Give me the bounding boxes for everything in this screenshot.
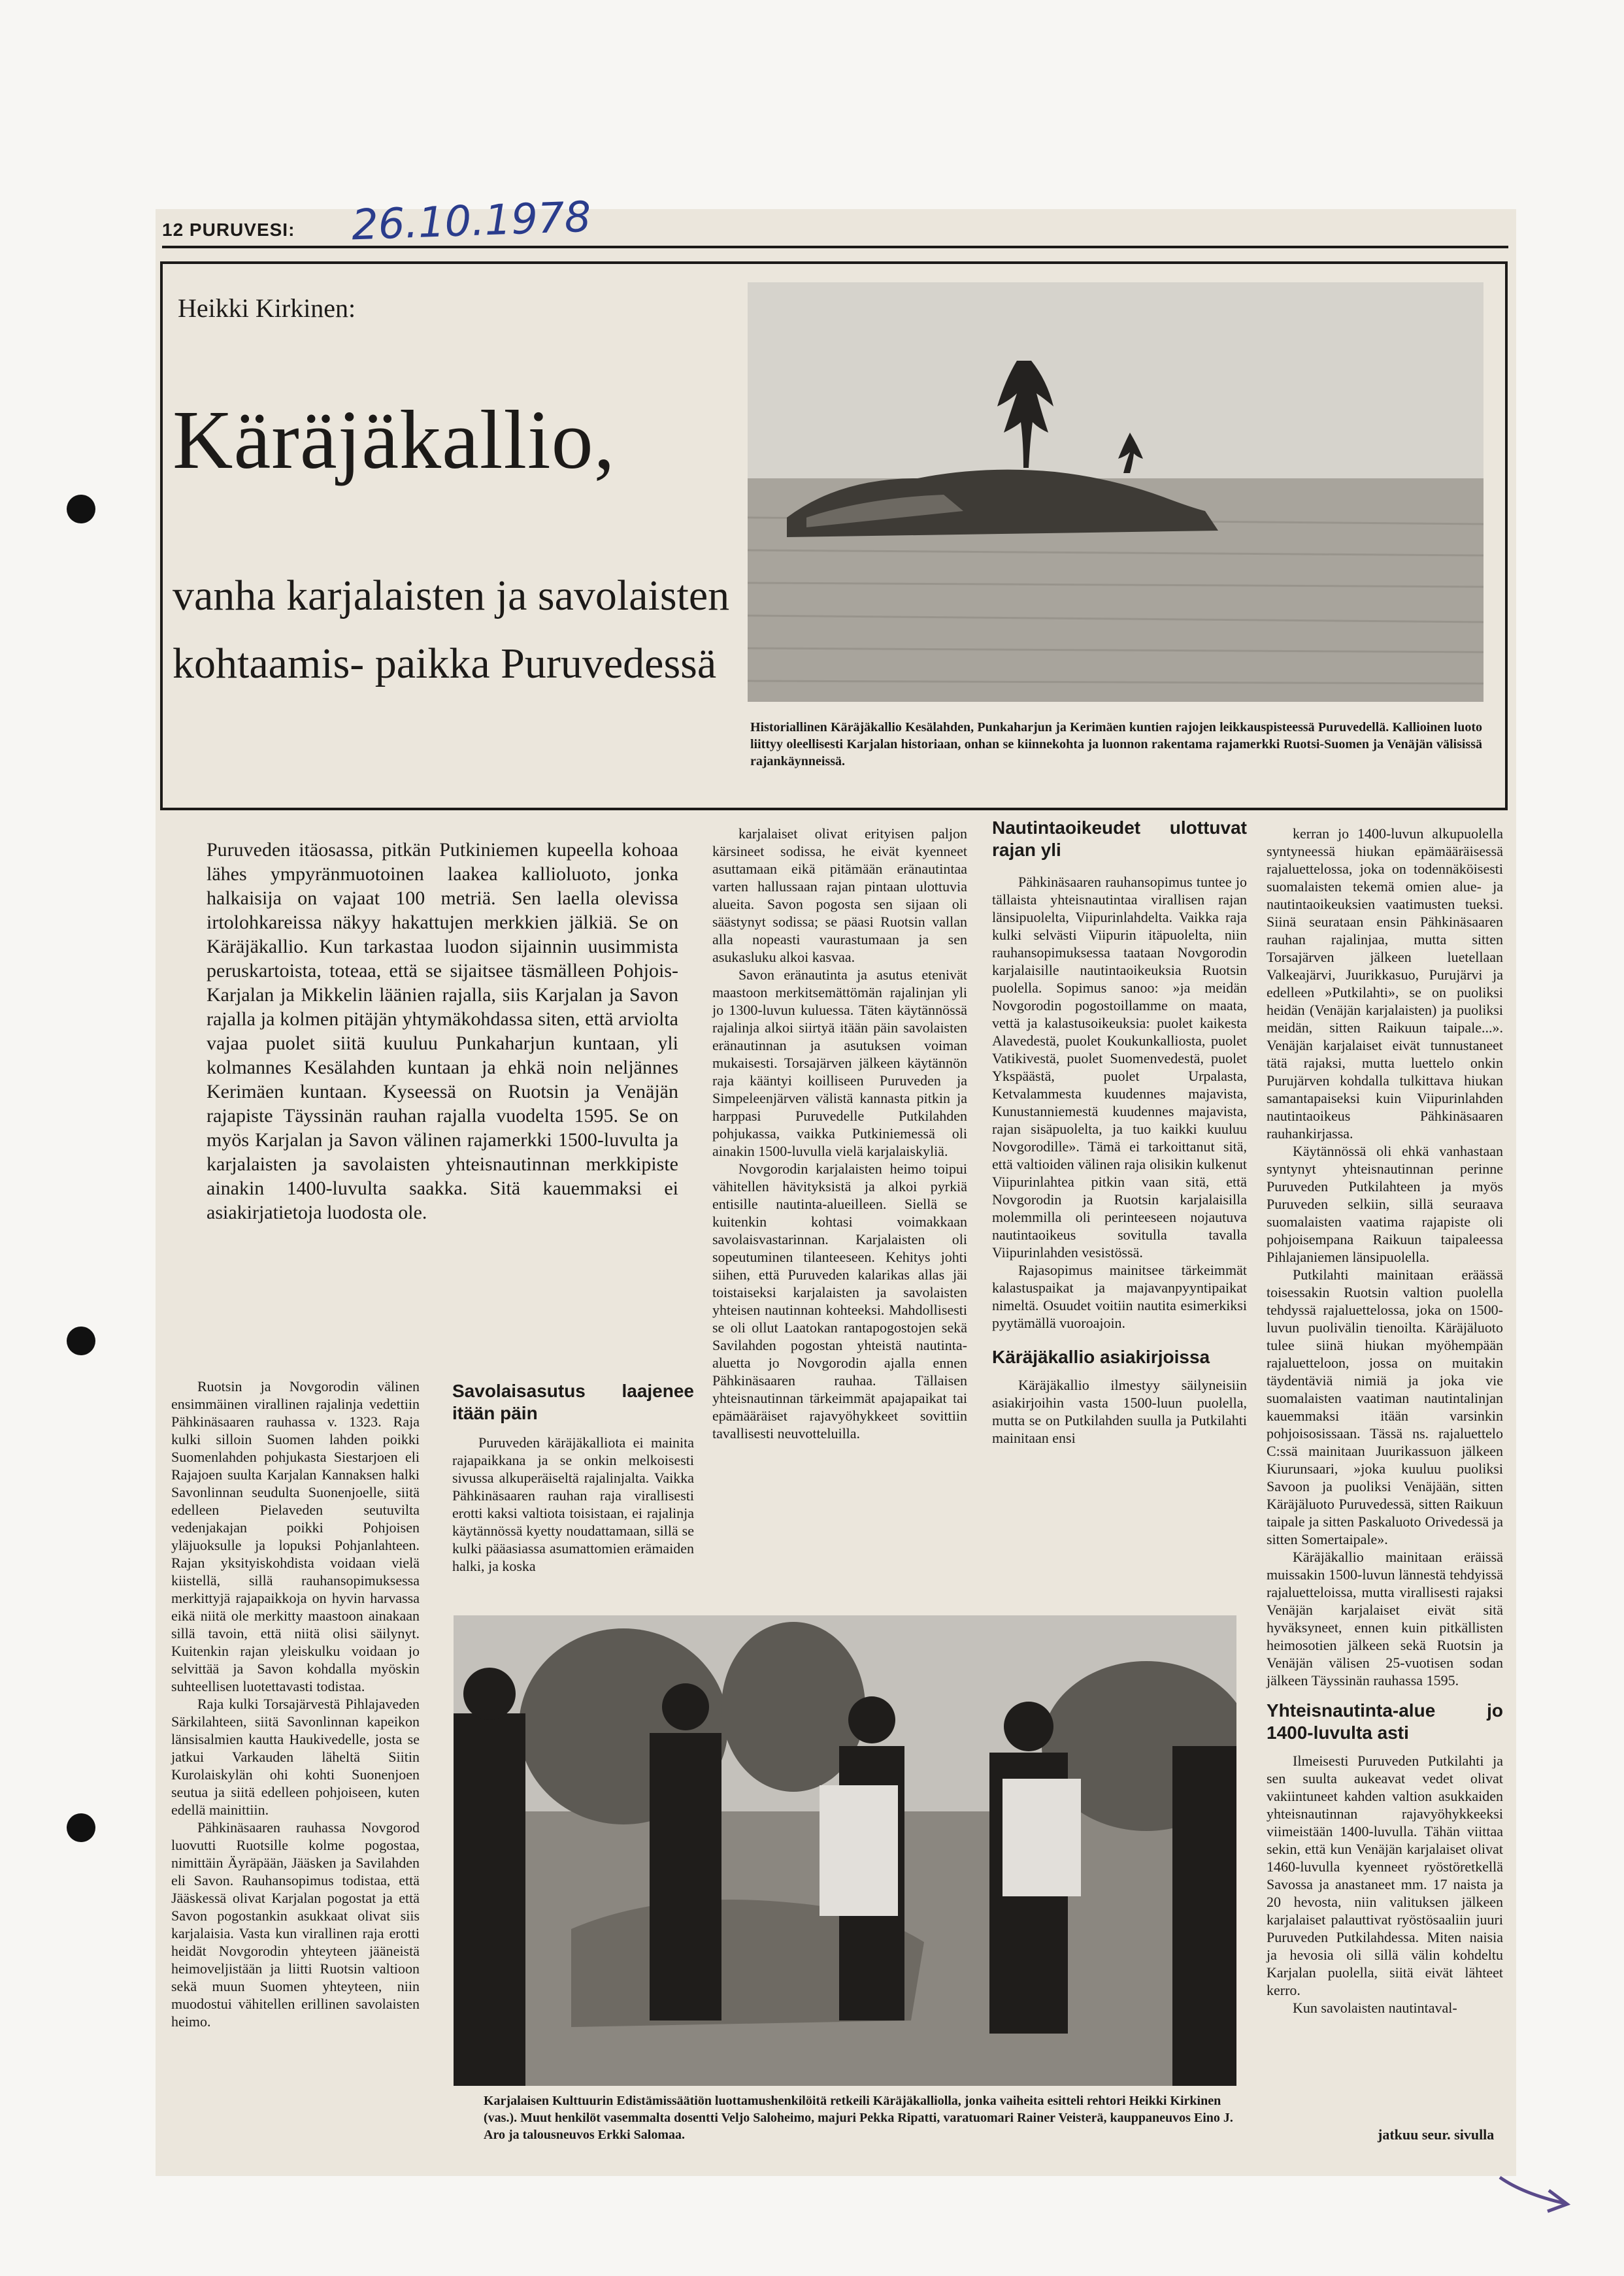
col3-paragraph: karjalaiset olivat erityisen paljon kärsineet sodissa, he eivät kyenneet asuttamaan eikä pitämään eränautintaa varten hallussaan rajan pintaan ulottuvia alueita. Savon pogosta sen sijaan oli säästynyt sodissa; se päasi Ruotsin vallan alla nopeasti vaurastumaan ja sen asukasluku alkoi kasvaa. — [712, 825, 967, 965]
group-photo — [454, 1615, 1236, 2086]
col5-paragraph: Putkilahti mainitaan eräässä toisessakin Ruotsin valtion puolella tehdyssä rajaluettelossa, joka on 1500-luvun puolivälin tienoilta. Käräjäluoto tulee siinä hiukan myöhempään rajaluetteloon, jossa on muitakin täydentäviä nimiä ja joka vie suomalaisten vaatiman nautintalinjan kauemmaksi itään varsinkin pohjoisosissaan. Tässä ns. rajaluettelo C:ssä mainitaan Juurikassuon jälkeen Kiurunsaari, »joka kuuluu puoliksi Savoon ja puoliksi Venäjään, sitten Käräjäluoto Puruvedessä, sitten Raikuun taipale ja sitten Paskaluoto Orivedessä ja sitten Somertaipale». — [1267, 1266, 1503, 1547]
headline-title: Käräjäkallio, — [173, 393, 616, 486]
subheading-savolaisasutus: Savolaisasutus laajenee itään päin — [452, 1381, 694, 1423]
binder-hole-3 — [67, 1813, 95, 1842]
author: Heikki Kirkinen: — [178, 293, 356, 323]
col3-paragraph: Savon eränautinta ja asutus etenivät maastoon merkitsemättömän rajalinjan yli jo 1300-luvun kuluessa. Täten käytännössä rajalinja alkoi siirtyä itään päin savolaisten eränautinnan ja asutuksen voiman mukaisesti. Torsajärven jälkeen käytännön raja kääntyi koilliseen Puruveden ja Simpeleenjärven välistä kannasta pitkin ja harppasi Puruvedelle Putkilahden pohjukassa, vaikka Putkiniemessä oli ainakin 1500-luvulla vielä karjalaiskyliä. — [712, 966, 967, 1159]
col4-paragraph: Pähkinäsaaren rauhansopimus tuntee jo tällaista yhteisnautintaa virallisen rajan länsipuolelta, Viipurinlahdelta. Vaikka raja kulki selvästi Viipurin itäpuolelta, niin rauhansopimuksessa taataan Novgorodin karjalaisille nautintaoikeuksia Ruotsin puolella. Sopimus sanoo: »ja meidän Novgorodin pogostoillamme on maata, vettä ja kalastusoikeuksia: puolet kaikesta Alavedestä, puolet Koukunkalliosta, puolet Vatikivestä, puolet Suomenvedestä, puolet Ykspäästä, puolet Urpalasta, Ketvalammesta kuudennes majavista, Kunustanniemestä kuudennes majavista, rajan sisäpuolelta, ja tuo kaikki kuuluu Novgorodille». Tämä ei tarkoittanut sitä, että valtioiden välinen raja olisikin kulkenut Viipurinlahtea pitkin vaan sitä, että Novgorodin ja Ruotsin karjalaisilla molemmilla oli perinteeseen nojautuva nautintaoikeus sovitulla tavalla Viipurinlahden vesistössä. — [992, 874, 1247, 1261]
col2-paragraph: Puruveden käräjäkalliota ei mainita rajapaikkana ja se onkin melkoisesti sivussa alkuperäiseltä rajalinjalta. Vaikka Pähkinäsaaren rauhan raja virallisesti erotti kaksi valtiota toisistaan, ei rajalinja käytännössä kyetty noudattamaan, sillä se kulki pääasiassa asumattomien erämaiden halki, ja koska — [452, 1434, 694, 1574]
column-5 — [1267, 825, 1503, 2017]
binder-hole-2 — [67, 1327, 95, 1355]
col1-paragraph: Ruotsin ja Novgorodin välinen ensimmäinen virallinen rajalinja vedettiin Pähkinäsaaren rauhassa v. 1323. Raja kulki silloin Suomen lahden poikki Suomenlahden pohjukasta Siestarjoen eli Rajajoen suulta Karjalan Kannaksen halki Savonlinnan seudulta Suonenjoelle, siitä edelleen Pielaveden seutuvilta vedenjakajan poikki Pohjoisen yläjuoksulle ja lopuksi Pohjanlahteen. Rajan yksityiskohdista voidaan vielä kiistellä, sillä rauhansopimuksessa merkittyjä rajapaikkoja on hyvin harvassa eikä niitä ole merkitty maastoon ainakaan sillä tavoin, että niitä olisi säilynyt. Kuitenkin rajan yleiskulku voidaan jo selvittää ja Savon kohdalla myöskin suhteellisen luotettavasti todistaa. — [171, 1378, 420, 1694]
col1-paragraph: Raja kulki Torsajärvestä Pihlajaveden Särkilahteen, siitä Savonlinnan kapeikon länsisalmien kautta Haukivedelle, josta se jatkui Varkauden läheltä Siitin Kurolaiskylän ohi kohti Suonenjoen seutua ja siitä edelleen pohjoiseen, kuten edellä mainittiin. — [171, 1696, 420, 1818]
page-label: 12 PURUVESI: — [162, 220, 295, 240]
continued-note: jatkuu seur. sivulla — [1378, 2126, 1495, 2143]
column-4 — [992, 817, 1247, 1447]
island-photo-caption: Historiallinen Käräjäkallio Kesälahden, Punkaharjun ja Kerimäen kuntien rajojen leikkauspisteessä Puruvedellä. Kallioinen luoto liittyy oleellisesti Karjalan historiaan, onhan se kiinnekohta ja luonnon rakentama rajamerkki Ruotsi-Suomen ja Venäjän välisissä rajankäynneissä. — [750, 720, 1482, 768]
col5-paragraph: Käräjäkallio mainitaan eräissä muissakin 1500-luvun lännestä tehdyissä rajaluetteloissa, mutta virallisesti rajaksi Venäjän karjalaiset eivät sitä hyväksyneet, ennen kuin pitkällisten heimosotien jälkeen sekä Ruotsin ja Venäjän välisen 25-vuotisen sodan jälkeen Täyssinän rauhassa 1595. — [1267, 1549, 1503, 1689]
col5-paragraph: Käytännössä oli ehkä vanhastaan syntynyt yhteisnautinnan perinne Puruveden Putkilahteen ja myös Puruveden selkiin, sillä seuraava suomalaisten vaatima rajapiste oli pohjoisempana Raikuun taipaleessa Pihlajaniemen länsipuolella. — [1267, 1143, 1503, 1265]
column-2 — [452, 1380, 694, 1575]
column-1 — [171, 1377, 420, 2030]
island-photo — [748, 282, 1483, 702]
binder-hole-1 — [67, 495, 95, 523]
header-rule — [162, 246, 1508, 248]
col1-paragraph: Pähkinäsaaren rauhassa Novgorod luovutti Ruotsille kolme pogostaa, nimittäin Äyräpään, Jääsken ja Savilahden eli Savon. Rauhansopimus todistaa, että Jääskessä olivat Karjalan pogostat ja että Savon pogostankin asukkaat olivat siis karjalaisia. Vasta kun virallinen raja erotti heidät Novgorodin yhteyteen jääneistä heimoveljistään ja liitti Ruotsin valtioon sekä muun Suomen yhteyteen, niin muodostui vähitellen erillinen savolaisten heimo. — [171, 1819, 420, 2030]
col5-paragraph: Ilmeisesti Puruveden Putkilahti ja sen suulta aukeavat vedet olivat vakiintuneet kahden valtion asukkaiden yhteisnautinnan rajavyöhykkeeksi viimeistään 1400-luvulla. Tähän viittaa sekin, että kun Venäjän karjalaiset olivat 1460-luvulla kyenneet ryöstöretkellä Savossa ja anastaneet mm. 17 naista ja 20 hevosta, niin valituksen jälkeen karjalaiset palauttivat ryöstösaaliin juuri Puruveden Putkilahdessa. Miten naisia ja hevosia oli sillä välin kohdeltu Karjalan puolella, siitä eivät lähteet kerro. — [1267, 1753, 1503, 1998]
col4-paragraph: Rajasopimus mainitsee tärkeimmät kalastuspaikat ja majavanpyyntipaikat nimeltä. Osuudet voitiin nautita esimerkiksi pyytämällä vuoroajoin. — [992, 1262, 1247, 1331]
group-photo-caption: Karjalaisen Kulttuurin Edistämissäätiön luottamushenkilöitä retkeili Käräjäkalliolla, jonka vaiheita esitteli rehtori Heikki Kirkinen (vas.). Muut henkilöt vasemmalta dosentti Veljo Saloheimo, majuri Pekka Ripatti, varatuomari Rainer Veisterä, kauppaneuvos Eino J. Aro ja talousneuvos Erkki Salomaa. — [484, 2094, 1233, 2142]
subheading-yhteisnautinta: Yhteisnautinta-alue jo 1400-luvulta asti — [1267, 1700, 1503, 1743]
handwritten-arrow-icon — [1497, 2164, 1575, 2220]
page-header — [162, 193, 1508, 250]
subheading-nautintaoikeudet: Nautintaoikeudet ulottuvat rajan yli — [992, 817, 1247, 860]
col3-paragraph: Novgorodin karjalaisten heimo toipui vähitellen hävityksistä ja alkoi pyrkiä entisille nautinta-alueilleen. Siellä se kuitenkin kohtasi voimakkaan savolaisvastarinnan. Karjalaisten oli sopeutuminen tilanteeseen. Kehitys johti siihen, että Puruveden kalarikas allas jäi toistaiseksi karjalaisten ja savolaisten yhteisen nautinnan kohteeksi. Mahdollisesti se oli ollut Laatokan rantapogostojen sekä Savilahden pogostan yhteistä nautinta-aluetta jo Novgorodin ajalla ennen Pähkinäsaaren rauhaa. Tällaisen yhteisnautinnan tärkeimmät apajapaikat tai epämääräiset rajavyöhykkeet sovittiin tavallisesti neuvotteluilla. — [712, 1161, 967, 1442]
col4-paragraph: Käräjäkallio ilmestyy säilyneisiin asiakirjoihin vasta 1500-luun puolella, mutta se on Putkilahden suulla ja Putkilahti mainitaan ensi — [992, 1377, 1247, 1446]
headline-subtitle: vanha karjalaisten ja savolaisten kohtaamis- paikka Puruvedessä — [173, 572, 730, 687]
subheading-asiakirjoissa: Käräjäkallio asiakirjoissa — [992, 1347, 1210, 1367]
col5-paragraph: kerran jo 1400-luvun alkupuolella syntyneessä hiukan epämääräisessä rajaluettelossa, joka on todennäköisesti suomalaisten tekemä omien alue- ja nautintaoikeuksien vaatimusten tueksi. Siinä seurataan ensin Pähkinäsaaren rauhan rajalinjaa, mutta sitten Torsajärven jälkeen luetellaan Valkeajärvi, Juurikkasuo, Purujärvi ja edelleen »Putkilahti», se on puoliksi heidän (Venäjän karjalaisten) ja puoliksi meidän, sitten Raikuun taipale...». Venäjän karjalaiset eivät tunnustaneet tätä rajaksi, mutta luettelo onkin Purujärven kohdalla tulkittava hiukan samantapaiseksi kuin Viipurinlahden nautintaoikeus Pähkinäsaaren rauhankirjassa. — [1267, 825, 1503, 1142]
column-3 — [712, 825, 967, 1442]
col5-paragraph: Kun savolaisten nautintaval- — [1293, 2000, 1457, 2016]
handwritten-date: 26.10.1978 — [350, 193, 592, 250]
lead-paragraph: Puruveden itäosassa, pitkän Putkiniemen kupeella kohoaa lähes ympyränmuotoinen laakea kallioluoto, jonka halkaisija on vajaat 100 metriä. Sen laella olevissa irtolohkareissa näkyy hakattujen merkkien jälkiä. Se on Käräjäkallio. Kun tarkastaa luodon sijainnin uusimmista peruskartoista, toteaa, että se sijaitsee täsmälleen Pohjois-Karjalan ja Mikkelin läänien rajalla, siis Karjalan ja Savon rajalla ja kolmen pitäjän yhtymäkohdassa siten, että arviolta vajaa puolet siitä kuuluu Punkaharjun kuntaan, yli kolmannes Kesälahden kuntaan ja ehkä noin neljännes Kerimäen kuntaan. Kyseessä on Ruotsin ja Venäjän rajapiste Täyssinän rauhan rajalla vuodelta 1595. Se on myös Karjalan ja Savon välinen rajamerkki 1500-luvulta ja karjalaisten ja savolaisten yhteisnautinnan merkkipiste ainakin 1400-luvulta saakka. Sitä kauemmaksi ei asiakirjatietoja luodosta ole. — [207, 839, 678, 1223]
